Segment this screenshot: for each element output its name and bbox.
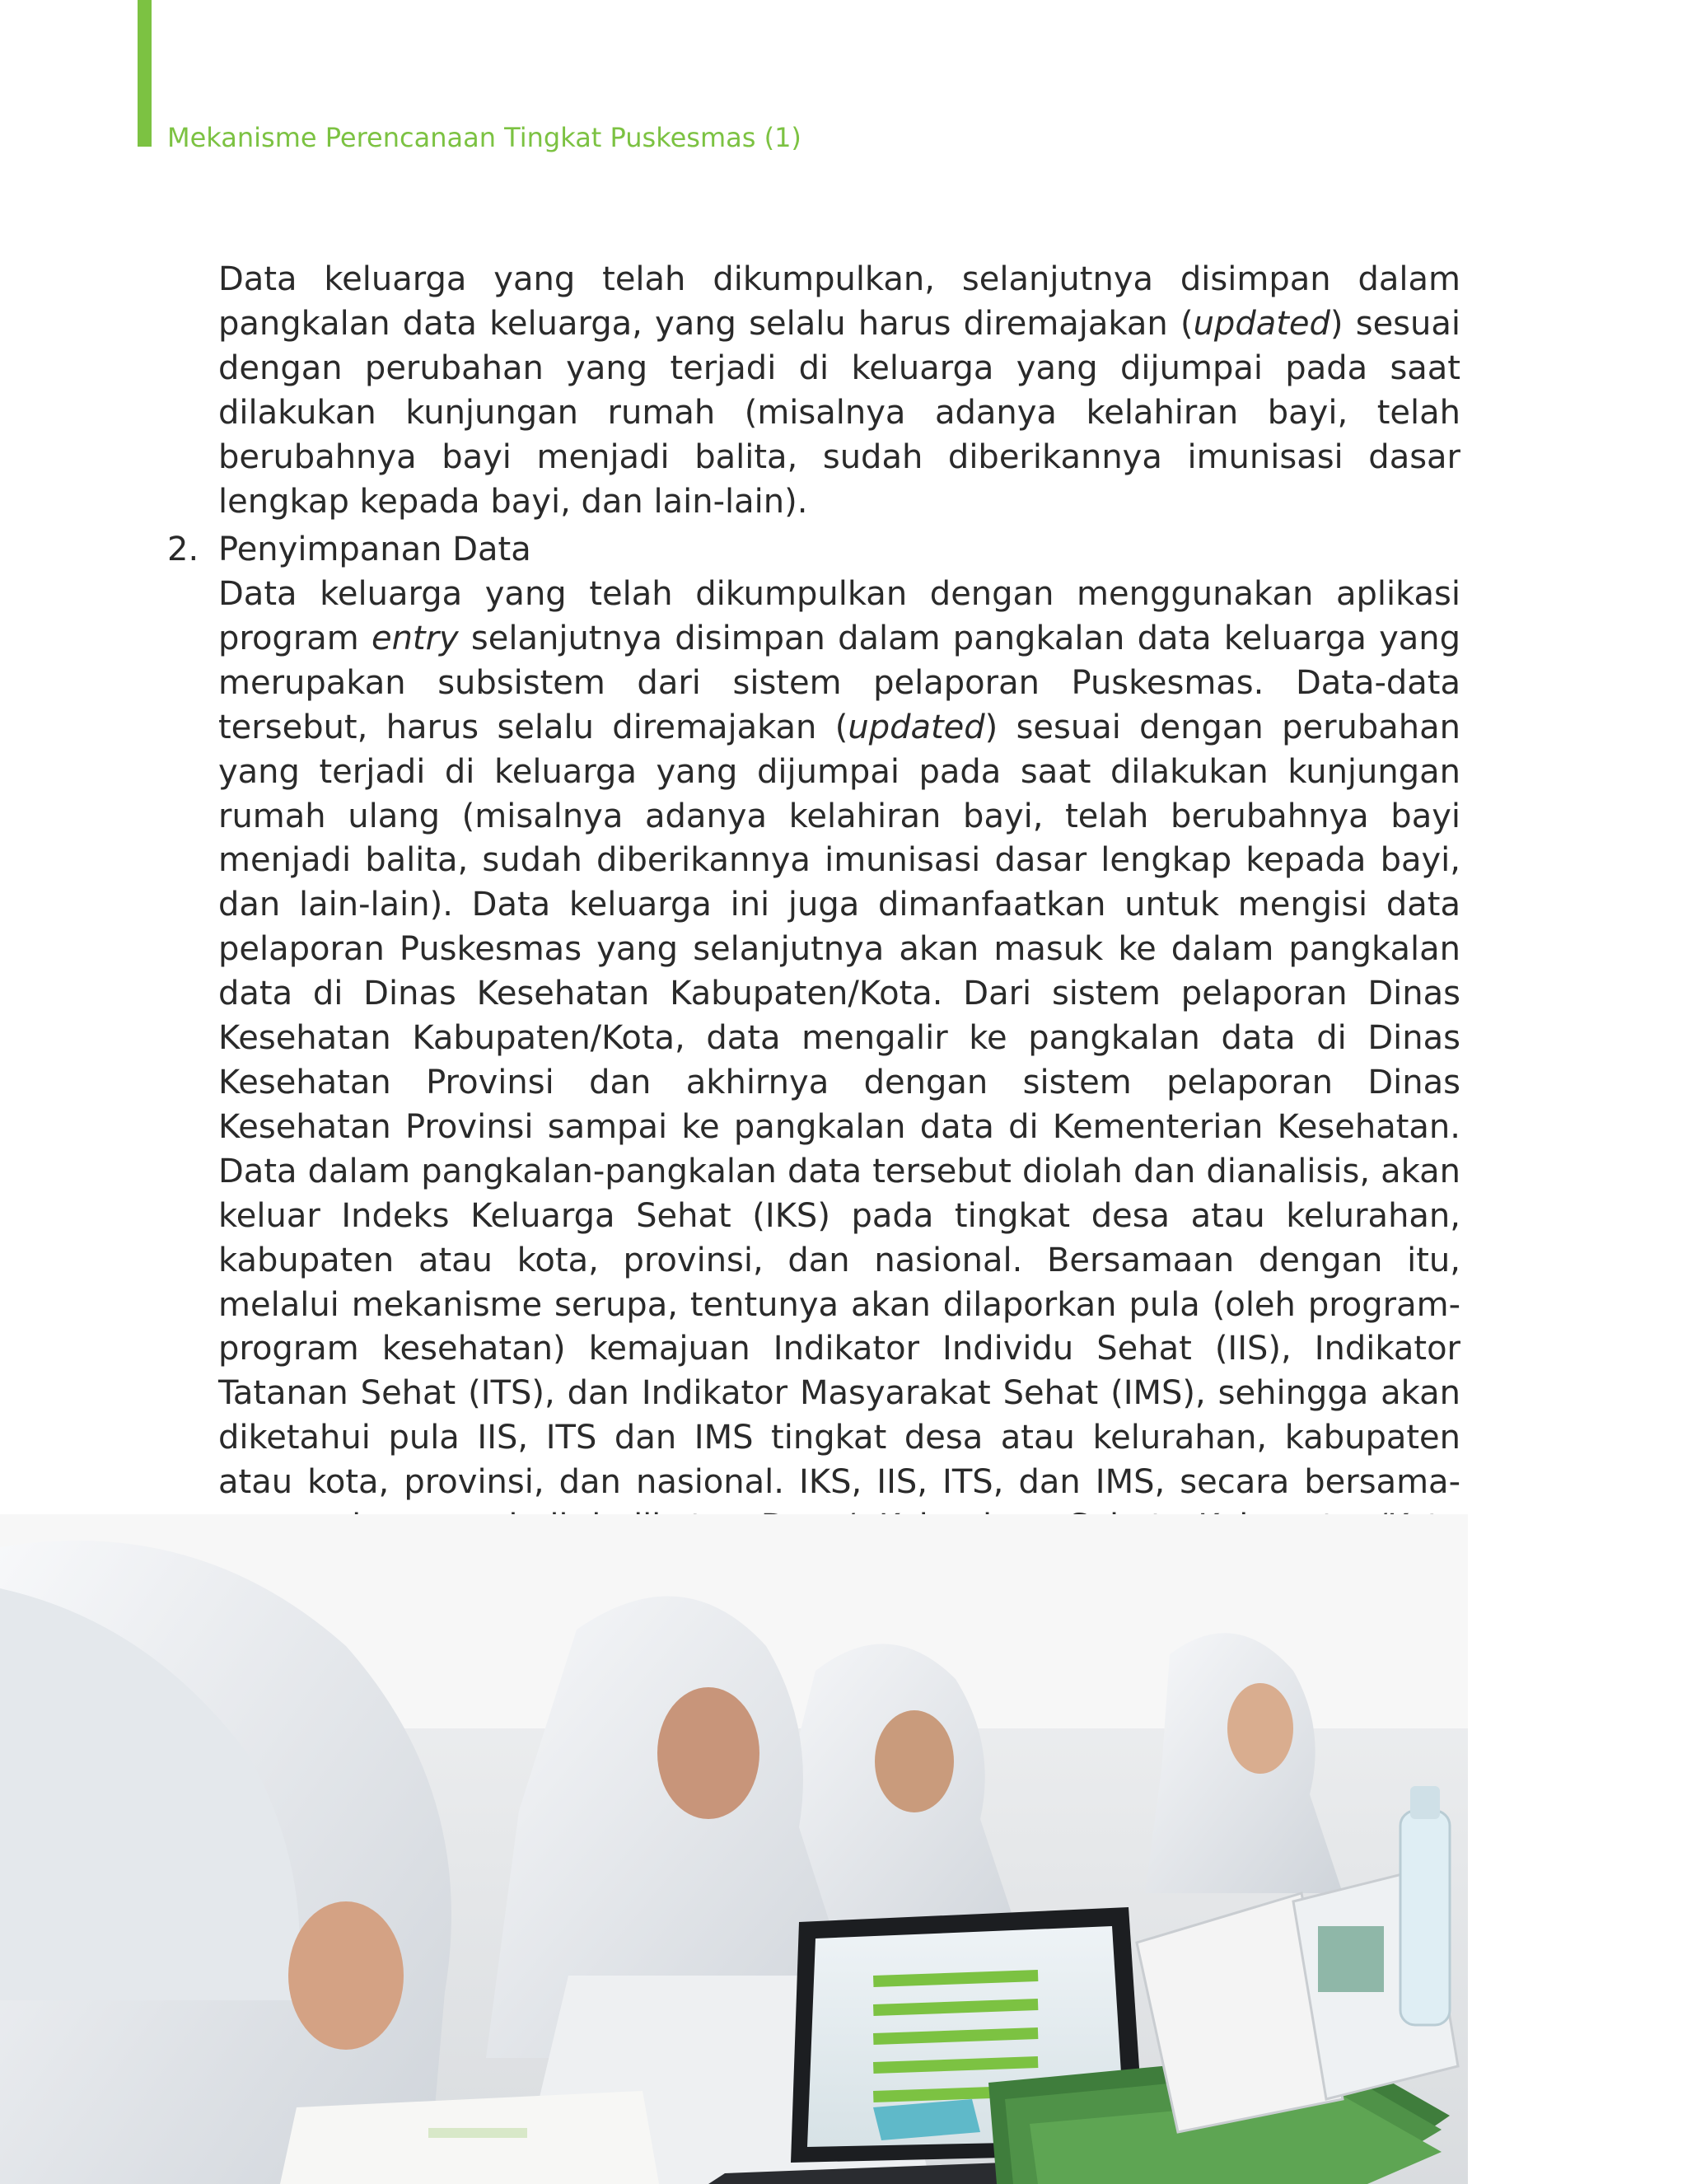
section2-italic-entry: entry: [371, 619, 459, 657]
section2-italic-updated: updated: [848, 708, 985, 746]
section-number: 2.: [167, 531, 199, 568]
photo-students-laptop-icon: [0, 1514, 1468, 2184]
section-title: Penyimpanan Data: [218, 531, 531, 568]
section2-text-1: Data keluarga yang telah dikumpulkan dengan menggunakan aplikasi program: [218, 575, 1460, 657]
section-heading: [167, 527, 531, 572]
section2-text-2: selanjutnya disimpan dalam pangkalan data keluarga yang merupakan subsistem dari sistem pelaporan Puskesmas. Data-data tersebut, harus selalu diremajakan (: [218, 619, 1460, 746]
running-header: Mekanisme Perencanaan Tingkat Puskesmas (1): [167, 122, 801, 153]
paragraph1-italic-updated: updated: [1193, 304, 1330, 343]
section2-text-3: ) sesuai dengan perubahan yang terjadi di keluarga yang dijumpai pada saat dilakukan kunjungan rumah ulang (misalnya adanya kelahiran bayi, telah berubahnya bayi menjadi balita, sudah diberikannya imunisasi dasar lengkap kepada bayi, dan lain-lain). Data keluarga ini juga dimanfaatkan untuk mengisi data pelaporan Puskesmas yang selanjutnya akan masuk ke dalam pangkalan data di Dinas Kesehatan Kabupaten/Kota. Dari sistem pelaporan Dinas Kesehatan Kabupaten/Kota, data mengalir ke pangkalan data di Dinas Kesehatan Provinsi dan akhirnya dengan sistem pelaporan Dinas Kesehatan Provinsi sampai ke pangkalan data di Kementerian Kesehatan. Data dalam pangkalan-pangkalan data tersebut diolah dan dianalisis, akan keluar Indeks Keluarga Sehat (IKS) pada tingkat desa atau kelurahan, kabupaten atau kota, provinsi, dan nasional. Bersamaan dengan itu, melalui mekanisme serupa, tentunya akan dilaporkan pula (oleh program-program kesehatan) kemajuan Indikator Individu Sehat (IIS), Indikator Tatanan Sehat (ITS), dan Indikator Masyarakat Sehat (IMS), sehingga akan diketahui pula IIS, ITS dan IMS tingkat desa atau kelurahan, kabupaten atau kota, provinsi, dan nasional. IKS, IIS, ITS, dan IMS, secara bersama-: [218, 708, 1461, 1502]
paragraph-penyimpanan-data: [218, 573, 1460, 1594]
paragraph-data-keluarga: [218, 258, 1460, 524]
paragraph1-text-2: ) sesuai dengan perubahan yang terjadi di keluarga yang dijumpai pada saat dilakukan kunjungan rumah (misalnya adanya kelahiran bayi, telah berubahnya bayi menjadi balita, sudah diberikannya imunisasi dasar lengkap kepada bayi, dan lain-lain).: [218, 304, 1460, 521]
header-accent-bar: [138, 0, 152, 147]
photo-illustration: [0, 1514, 1468, 2184]
paragraph1-text-1: Data keluarga yang telah dikumpulkan, selanjutnya disimpan dalam pangkalan data keluarga, yang selalu harus diremajakan (: [218, 260, 1460, 343]
